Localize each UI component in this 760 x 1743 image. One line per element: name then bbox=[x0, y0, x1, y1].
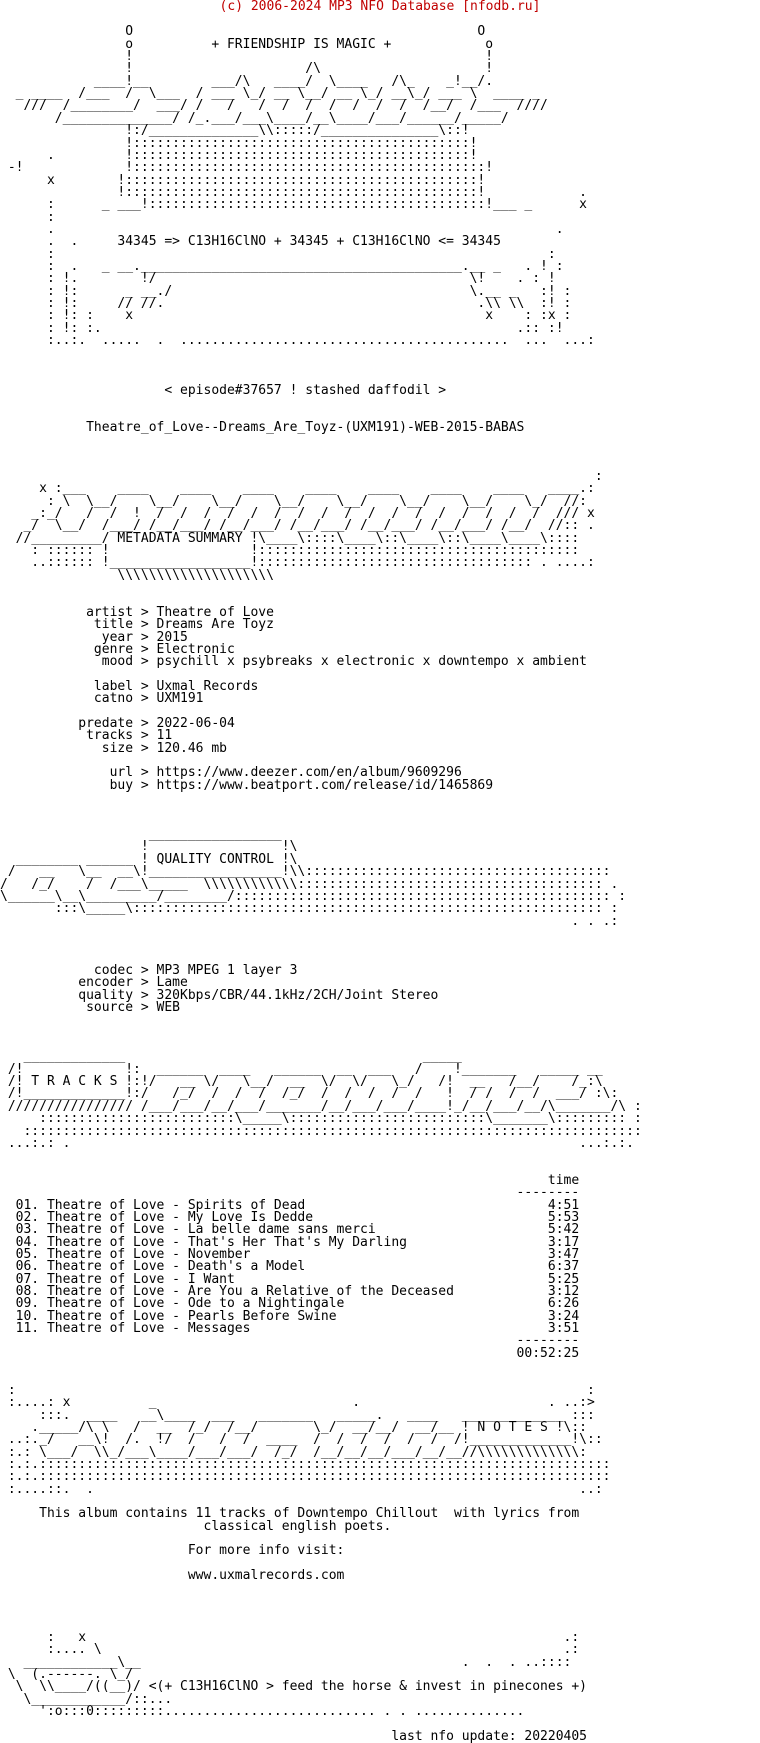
nfo-line bbox=[0, 1581, 760, 1594]
nfo-line: : :::::: ! !::::::::::::::::::::::::::::::::::::::::: bbox=[0, 544, 580, 558]
nfo-line: catno > UXM191 bbox=[0, 692, 204, 706]
nfo-line bbox=[0, 433, 760, 446]
nfo-line: :::\_____\:::::::::::::::::::::::::::::::::::::::::::::::::::::::::::: : bbox=[0, 902, 619, 916]
nfo-line: time bbox=[0, 1173, 580, 1187]
nfo-line: /! T R A C K S !:!/ __ \/ \__/ __ \/ \/ \_/ /! __ /__/ /_:\ bbox=[0, 1075, 603, 1089]
nfo-line: quality > 320Kbps/CBR/44.1kHz/2CH/Joint Stereo bbox=[0, 988, 439, 1002]
nfo-line: : : bbox=[0, 247, 556, 261]
nfo-line: : \ \__/ \__/ \__/ \__/ \__/ \__/ \__/ \_/ //: bbox=[0, 494, 587, 508]
nfo-line: buy > https://www.beatport.com/release/id/1465869 bbox=[0, 778, 494, 792]
nfo-line: For more info visit: bbox=[0, 1544, 345, 1558]
nfo-line: -------- bbox=[0, 1186, 580, 1200]
nfo-line: o + FRIENDSHIP IS MAGIC + o bbox=[0, 37, 494, 51]
nfo-line bbox=[0, 952, 760, 965]
nfo-line: !:::::::::::::::::::::::::::::::::::::::::::! bbox=[0, 136, 478, 150]
nfo-line: < episode#37657 ! stashed daffodil > bbox=[0, 383, 447, 397]
nfo-line bbox=[0, 1594, 760, 1607]
nfo-line: 10. Theatre of Love - Pearls Before Swine 3:24 bbox=[0, 1309, 580, 1323]
nfo-line: This album contains 11 tracks of Downtempo Chillout with lyrics from bbox=[0, 1507, 580, 1521]
nfo-line bbox=[0, 1359, 760, 1372]
nfo-line: //////////////// /___/___/__/___/_______/__/___/___/____!_/__/___/__/\_______/\ : bbox=[0, 1099, 642, 1113]
nfo-line: x :___ ____ ____ ____ ____ ____ ____ ____ ____.: bbox=[0, 482, 595, 496]
nfo-line: :::. ____ __\____ ___ _______ _____. ____ _____________ ::: bbox=[0, 1408, 595, 1422]
nfo-line: . . 34345 => C13H16ClNO + 34345 + C13H16ClNO <= 34345 bbox=[0, 235, 501, 249]
nfo-line bbox=[0, 1495, 760, 1508]
nfo-line bbox=[0, 458, 760, 471]
nfo-line bbox=[0, 1557, 760, 1570]
nfo-line bbox=[0, 803, 760, 816]
nfo-line bbox=[0, 371, 760, 384]
nfo-line: \\\\\\\\\\\\\\\\\\\\ bbox=[0, 568, 274, 582]
nfo-line bbox=[0, 396, 760, 409]
nfo-line: label > Uxmal Records bbox=[0, 679, 259, 693]
nfo-line: :.... \ .: bbox=[0, 1643, 580, 1657]
nfo-line: source > WEB bbox=[0, 1001, 181, 1014]
nfo-line bbox=[0, 13, 760, 26]
nfo-line: :....: x _ . . ..:> bbox=[0, 1396, 595, 1410]
nfo-line bbox=[0, 1026, 760, 1039]
nfo-line bbox=[0, 1038, 760, 1051]
nfo-line: _/ \__/ /___/ /__/___/ /__/___/ /__/___/ /__/___/ /__/___/ /__/ //:: . bbox=[0, 519, 595, 533]
nfo-line: classical english poets. bbox=[0, 1519, 392, 1533]
nfo-line: title > Dreams Are Toyz bbox=[0, 618, 274, 632]
nfo-line: :::::::::::::::::::::::::\_____\:::::::::::::::::::::::::\_______\::::::::: : bbox=[0, 1112, 642, 1126]
nfo-line: : : bbox=[0, 1383, 595, 1397]
nfo-line: ..:::::: !__________________!::::::::::::::::::::::::::::::::::: . ....: bbox=[0, 556, 595, 570]
nfo-line: . . bbox=[0, 222, 564, 236]
nfo-line: !:/______________\\:::::/_______________\::! bbox=[0, 124, 470, 138]
nfo-line: . !:::::::::::::::::::::::::::::::::::::::::::! bbox=[0, 148, 478, 162]
nfo-line: genre > Electronic bbox=[0, 642, 235, 656]
nfo-line: ____________\__ . . . ..:::: bbox=[0, 1655, 572, 1669]
nfo-line bbox=[0, 359, 760, 372]
nfo-line: : . _ __._________________________________________.__ _ . ! : bbox=[0, 260, 564, 273]
nfo-line: //_________/ METADATA SUMMARY !\____\::::\____\::\____\::\____\____\:::: bbox=[0, 531, 580, 545]
nfo-line: 05. Theatre of Love - November 3:47 bbox=[0, 1248, 580, 1261]
nfo-line bbox=[0, 791, 760, 804]
nfo-line: O O bbox=[0, 25, 486, 39]
nfo-line: :.: \___/ \\_/___\____/___/___/ /_/ /__/__/__/___/__/__//\\\\\\\\\\\\\: bbox=[0, 1445, 587, 1459]
nfo-line bbox=[0, 445, 760, 458]
nfo-line: :.:.::::::::::::::::::::::::::::::::::::::::::::::::::::::::::::::::::::::::: bbox=[0, 1470, 611, 1484]
nfo-line: ._____/\ \ / __ /_/ /__/ \_/ __/__/ __/__ ! N O T E S !\:: bbox=[0, 1420, 587, 1434]
nfo-line: : !. !/ \! . : ! bbox=[0, 272, 556, 286]
nfo-line: :..:. ..... . .......................................... ... ...: bbox=[0, 334, 595, 348]
nfo-line: : _ ___!:::::::::::::::::::::::::::::::::::::::::::!___ _ x bbox=[0, 198, 587, 212]
nfo-line: predate > 2022-06-04 bbox=[0, 716, 235, 730]
nfo-line bbox=[0, 1619, 760, 1632]
nfo-line: / /_/ / /___\_____ \\\\\\\\\\\\::::::::::::::::::::::::::::::::::::::: . bbox=[0, 877, 619, 891]
nfo-line: /// /________/ ___/ / / / / / / / / / /__/ /___ //// bbox=[0, 99, 548, 113]
nfo-line: : !: _ __./ \.__ _ :! : bbox=[0, 284, 572, 298]
nfo-line bbox=[0, 705, 760, 718]
nfo-line bbox=[0, 754, 760, 767]
nfo-line: 06. Theatre of Love - Death's a Model 6:37 bbox=[0, 1260, 580, 1274]
nfo-line bbox=[0, 346, 760, 359]
nfo-line bbox=[0, 816, 760, 829]
nfo-line: / __ \__ __\!_________________!\\::::::::::::::::::::::::::::::::::::::: bbox=[0, 865, 611, 879]
nfo-line: _:_/ / / ! / / / / / / / / / / / / / / / / / /// x bbox=[0, 507, 595, 520]
nfo-line: /! !: ______ ____ ______ __ ___ / !_______ _____ __ bbox=[0, 1062, 603, 1076]
nfo-line: 11. Theatre of Love - Messages 3:51 bbox=[0, 1322, 580, 1336]
nfo-line: _ ____ /___ / \___ / ___ \_/ __ \__/ __ \_/ __\_/ ___ \ ____ _ bbox=[0, 87, 541, 101]
nfo-line: size > 120.46 mb bbox=[0, 741, 227, 755]
nfo-line: . . .: bbox=[0, 914, 619, 928]
nfo-line bbox=[0, 1606, 760, 1619]
nfo-line bbox=[0, 1162, 760, 1175]
nfo-line bbox=[0, 939, 760, 952]
nfo-line bbox=[0, 408, 760, 421]
nfo-line: ::::::::::::::::::::::::::::::::::::::::::::::::::::::::::::::::::::::::::::::: bbox=[0, 1124, 642, 1138]
nfo-line: artist > Theatre of Love bbox=[0, 605, 274, 619]
nfo-line bbox=[0, 1532, 760, 1545]
nfo-line: :.:.::::::::::::::::::::::::::::::::::::::::::::::::::::::::::::::::::::::::: bbox=[0, 1457, 611, 1471]
nfo-line: 01. Theatre of Love - Spirits of Dead 4:51 bbox=[0, 1198, 580, 1212]
nfo-line: mood > psychill x psybreaks x electronic x downtempo x ambient bbox=[0, 655, 587, 669]
nfo-line: 00:52:25 bbox=[0, 1346, 580, 1360]
nfo-line: ! !\ bbox=[0, 840, 298, 854]
nfo-line: : !: // //. .\\ \\ :! : bbox=[0, 297, 572, 311]
nfo-line: : !: : x x : :x : bbox=[0, 309, 572, 323]
nfo-line: Theatre_of_Love--Dreams_Are_Toyz-(UXM191)-WEB-2015-BABAS bbox=[0, 420, 525, 434]
nfo-line: -! !:::::::::::::::::::::::::::::::::::::::::::::! bbox=[0, 161, 494, 175]
nfo-line: ..:._/ __\! /. !/ / / / ____ / / / / / / /!_____________!\:: bbox=[0, 1433, 603, 1447]
nfo-line: 09. Theatre of Love - Ode to a Nightingale 6:26 bbox=[0, 1297, 580, 1311]
nfo-line: ! ! bbox=[0, 50, 494, 64]
nfo-line: 02. Theatre of Love - My Love Is Dedde 5:53 bbox=[0, 1210, 580, 1224]
nfo-line: _____________ _____ bbox=[0, 1050, 462, 1064]
nfo-line bbox=[0, 1372, 760, 1385]
nfo-line: encoder > Lame bbox=[0, 976, 188, 990]
nfo-line: 03. Theatre of Love - La belle dame sans merci 5:42 bbox=[0, 1223, 580, 1237]
nfo-line: 08. Theatre of Love - Are You a Relative of the Deceased 3:12 bbox=[0, 1285, 580, 1299]
nfo-line: \______\__\_________/________/:::::::::::::::::::::::::::::::::::::::::::::::: : bbox=[0, 889, 627, 903]
nfo-line: : bbox=[0, 210, 55, 224]
nfo-line bbox=[0, 1013, 760, 1026]
nfo-line: ':o:::0:::::::::........................... . . .............. bbox=[0, 1704, 525, 1718]
nfo-line: /______________/ /_.___/___\____/__\____/___/______/_____/ bbox=[0, 111, 509, 125]
nfo-line: /!_____________!:/ /_/ / / / /_/ / / / / / ! / / / / ___/ :\: bbox=[0, 1087, 619, 1101]
nfo-line: -------- bbox=[0, 1334, 580, 1348]
nfo-line: codec > MP3 MPEG 1 layer 3 bbox=[0, 963, 298, 977]
nfo-line: url > https://www.deezer.com/en/album/9609296 bbox=[0, 766, 462, 780]
nfo-line: ! /\ ! bbox=[0, 62, 494, 76]
nfo-line: \ \\____/((__)/ <(+ C13H16ClNO > feed the horse & invest in pinecones +) bbox=[0, 1680, 587, 1694]
nfo-line: \____________/::... bbox=[0, 1692, 173, 1706]
nfo-line: : bbox=[0, 469, 603, 483]
nfo-line: tracks > 11 bbox=[0, 729, 173, 743]
nfo-line: _________________ bbox=[0, 828, 282, 842]
nfo-line: year > 2015 bbox=[0, 630, 188, 644]
nfo-line bbox=[0, 593, 760, 606]
nfo-line: !:::::::::::::::::::::::::::::::::::::::::::::! . bbox=[0, 185, 587, 199]
nfo-line: ____!__ ___/\ ____/ \____ /\_ _!__/. bbox=[0, 74, 494, 88]
nfo-line: \ (.------. \_/ bbox=[0, 1667, 134, 1681]
nfo-line: ...:.: . ...:.:. bbox=[0, 1136, 634, 1150]
nfo-line: : x .: bbox=[0, 1630, 580, 1644]
nfo-line bbox=[0, 927, 760, 940]
nfo-line bbox=[0, 1149, 760, 1162]
nfo-line: : !: :. .:: :! bbox=[0, 321, 564, 335]
nfo-line: :....::. . ..: bbox=[0, 1482, 603, 1496]
nfo-line bbox=[0, 668, 760, 681]
nfo-line: www.uxmalrecords.com bbox=[0, 1569, 345, 1583]
nfo-line bbox=[0, 581, 760, 594]
nfo-line: 07. Theatre of Love - I Want 5:25 bbox=[0, 1272, 580, 1286]
nfo-database-header: (c) 2006-2024 MP3 NFO Database [nfodb.ru] bbox=[219, 0, 541, 14]
nfo-line: x !:::::::::::::::::::::::::::::::::::::::::::::! bbox=[0, 173, 486, 187]
nfo-line bbox=[0, 1717, 760, 1730]
nfo-line: 04. Theatre of Love - That's Her That's My Darling 3:17 bbox=[0, 1235, 580, 1249]
nfo-line: last nfo update: 20220405 bbox=[0, 1729, 587, 1743]
nfo-line: ________ ______ ! QUALITY CONTROL !\ bbox=[0, 852, 298, 866]
